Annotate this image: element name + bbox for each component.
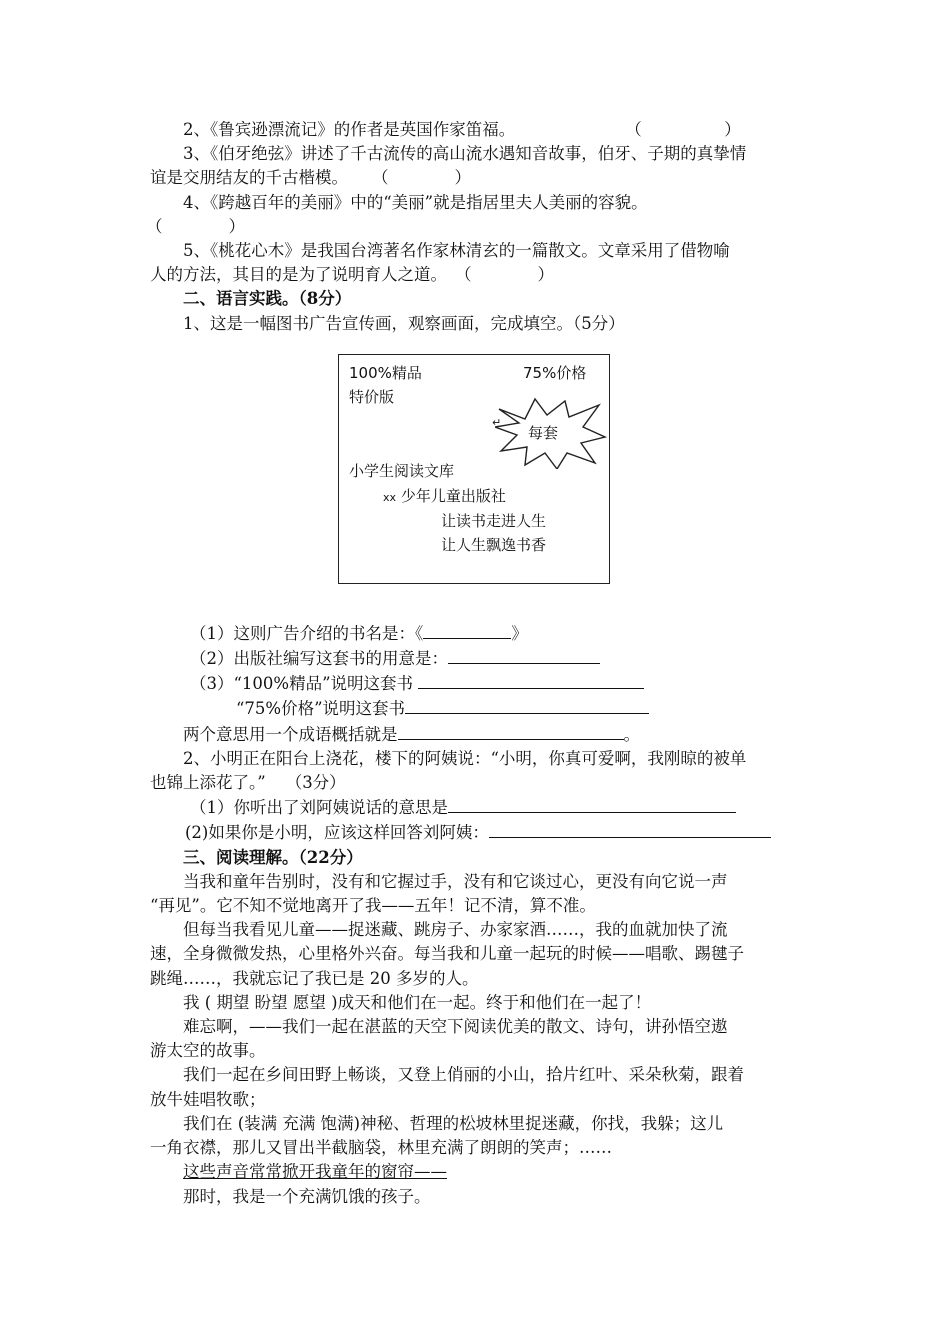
judgement-q2 xyxy=(150,118,810,142)
answer-paren[interactable]: （ ） xyxy=(372,168,471,188)
q5-text-line2: 人的方法，其目的是为了说明育人之道。 xyxy=(150,265,447,285)
q2-text: 2、《鲁宾逊漂流记》的作者是英国作家笛福。 xyxy=(183,120,516,139)
reading-para6: 我们在 (装满 充满 饱满)神秘、哲理的松坡林里捉迷藏，你找，我躲；这儿 xyxy=(183,1113,724,1133)
q4-text: 4、《跨越百年的美丽》中的“美丽”就是指居里夫人美丽的容貌。 xyxy=(183,192,648,212)
answer-paren[interactable]: （ ） xyxy=(146,216,245,236)
q2-line2: 也锦上添花了。” xyxy=(150,773,266,793)
judgement-q4 xyxy=(150,191,810,215)
answer-paren[interactable]: （ ） xyxy=(625,120,741,139)
reading-para2: 但每当我看见儿童——捉迷藏、跳房子、办家家酒……，我的血就加快了流 xyxy=(183,920,728,940)
book-ad xyxy=(338,354,610,584)
ad-price: 75%价格 xyxy=(523,363,587,382)
q2-line1: 2、小明正在阳台上浇花，楼下的阿姨说：“小明，你真可爱啊，我刚晾的被单 xyxy=(183,748,747,768)
sub1-suffix: 》 xyxy=(511,623,528,643)
section2-q1-intro: 1、这是一幅图书广告宣传画，观察画面，完成填空。（5分） xyxy=(183,313,625,333)
ad-publisher xyxy=(383,486,506,508)
section2-q2-cont xyxy=(150,771,810,795)
section2-q2 xyxy=(150,747,810,771)
idiom-blank[interactable] xyxy=(398,722,624,740)
idiom-text: 两个意思用一个成语概括就是 xyxy=(183,724,398,744)
q5-text-line1: 5、《桃花心木》是我国台湾著名作家林清玄的一篇散文。文章采用了借物喻 xyxy=(183,241,730,261)
ad-series-name: 小学生阅读文库 xyxy=(349,461,455,480)
ad-quality: 100%精品 xyxy=(349,363,422,382)
reading-para1-cont: “再见”。它不知不觉地离开了我——五年！记不清，算不准。 xyxy=(150,896,596,916)
q2-sub2-text: (2)如果你是小明，应该这样回答刘阿姨： xyxy=(185,823,489,843)
section2-q2-sub1 xyxy=(150,795,810,820)
q3-text-line1: 3、《伯牙绝弦》讲述了千古流传的高山流水遇知音故事，伯牙、子期的真挚情 xyxy=(183,144,747,164)
reading-para4: 难忘啊，——我们一起在湛蓝的天空下阅读优美的散文、诗句，讲孙悟空遨 xyxy=(183,1017,728,1037)
price-blank[interactable] xyxy=(405,696,649,714)
reading-para5-cont: 放牛娃唱牧歌； xyxy=(150,1089,266,1109)
ad-slogan-1: 让读书走进人生 xyxy=(441,511,547,530)
ad-xx: xx xyxy=(383,490,397,504)
book-ad-figure xyxy=(150,336,810,621)
ad-special-edition: 特价版 xyxy=(349,387,395,406)
reading-para3: 我 ( 期望 盼望 愿望 )成天和他们在一起。终于和他们在一起了！ xyxy=(183,992,652,1012)
judgement-q3 xyxy=(150,142,810,166)
ad-arrow-mark: ↵ xyxy=(492,415,502,429)
reading-para7 xyxy=(150,1160,810,1184)
reading-para6-cont: 一角衣襟，那儿又冒出半截脑袋，林里充满了朗朗的笑声；…… xyxy=(150,1138,612,1158)
ad-publisher-name: 少年儿童出版社 xyxy=(400,486,506,505)
sub1-text: （1）这则广告介绍的书名是：《 xyxy=(190,623,424,643)
reading-para2-cont2: 跳绳……，我就忘记了我已是 20 多岁的人。 xyxy=(150,968,479,988)
judgement-q4-paren xyxy=(146,215,810,239)
purpose-blank[interactable] xyxy=(448,646,600,664)
judgement-q5-cont xyxy=(150,263,810,287)
reading-para8: 那时，我是一个充满饥饿的孩子。 xyxy=(183,1186,431,1206)
section2-sub1 xyxy=(150,621,810,646)
reading-para1: 当我和童年告别时，没有和它握过手，没有和它谈过心，更没有向它说一声 xyxy=(183,871,728,891)
underlined-sentence: 这些声音常常掀开我童年的窗帘—— xyxy=(183,1162,447,1182)
section3-heading: 三、阅读理解。（22分） xyxy=(183,847,363,867)
ad-per-set: 每套 xyxy=(528,423,559,442)
reading-para4-cont: 游太空的故事。 xyxy=(150,1041,266,1061)
q3-text-line2: 谊是交朋结友的千古楷模。 xyxy=(150,168,348,188)
exam-page xyxy=(146,118,810,1209)
sub3-text: （3）“100%精品”说明这套书 xyxy=(190,674,414,694)
section2-sub2 xyxy=(150,646,810,671)
meaning-blank[interactable] xyxy=(448,795,736,813)
section2-sub3b xyxy=(150,696,810,721)
judgement-q5 xyxy=(150,239,810,263)
q2-score: （3分） xyxy=(285,773,346,793)
reply-blank[interactable] xyxy=(489,820,771,838)
section2-sub3 xyxy=(150,671,810,696)
answer-paren[interactable]: （ ） xyxy=(455,265,554,285)
section2-heading: 二、语言实践。（8分） xyxy=(183,289,352,309)
reading-para5: 我们一起在乡间田野上畅谈，又登上俏丽的小山，拾片红叶、采朵秋菊，跟着 xyxy=(183,1065,744,1085)
judgement-q3-cont xyxy=(150,166,810,190)
section2-q2-sub2 xyxy=(150,820,810,845)
idiom-end: 。 xyxy=(623,724,640,744)
book-title-blank[interactable] xyxy=(423,621,511,639)
ad-slogan-2: 让人生飘逸书香 xyxy=(441,535,547,554)
sub3b-text: “75%价格”说明这套书 xyxy=(236,699,406,719)
sub2-text: （2）出版社编写这套书的用意是： xyxy=(190,649,448,669)
section2-idiom xyxy=(150,722,810,747)
q2-sub1-text: （1）你听出了刘阿姨说话的意思是 xyxy=(190,798,448,818)
reading-para2-cont: 速，全身微微发热，心里格外兴奋。每当我和儿童一起玩的时候——唱歌、踢毽子 xyxy=(150,944,744,964)
quality-blank[interactable] xyxy=(418,671,644,689)
